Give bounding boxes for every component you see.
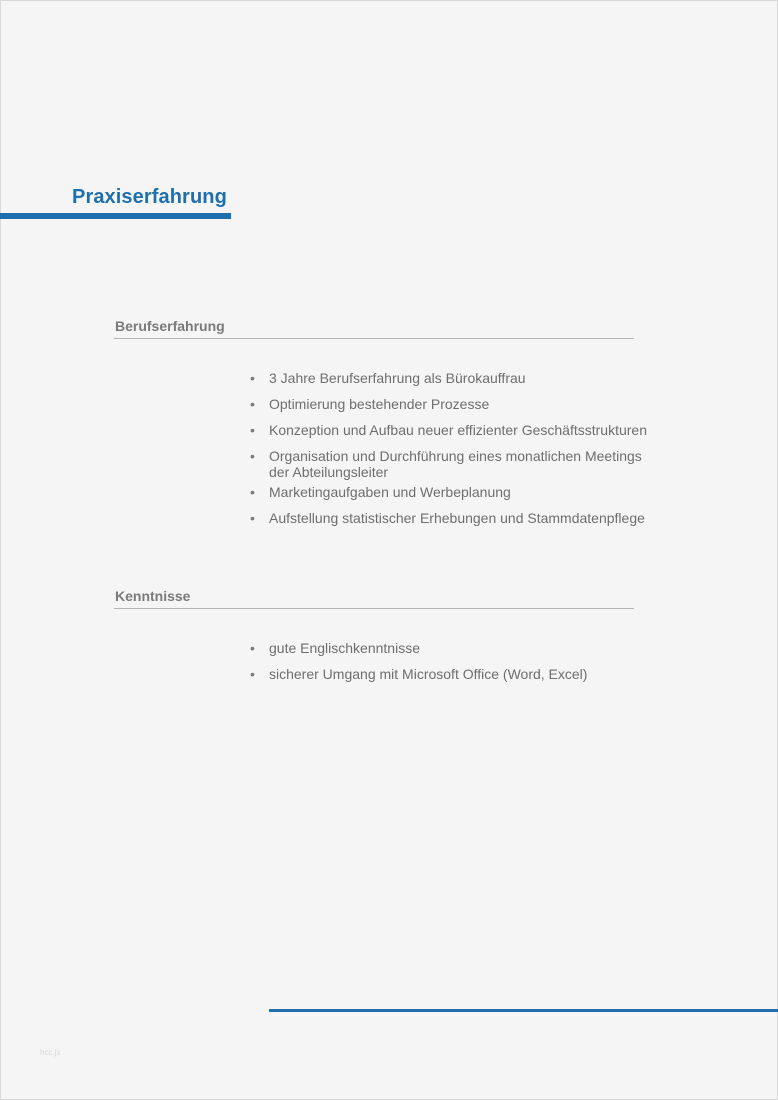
list-item	[250, 448, 647, 480]
section-heading-berufserfahrung: Berufserfahrung	[115, 318, 225, 334]
title-underline	[0, 213, 231, 219]
list-item-text: sicherer Umgang mit Microsoft Office (Word, Excel)	[269, 666, 588, 682]
list-item	[250, 510, 647, 526]
footer-watermark: hcc.jx	[40, 1048, 61, 1057]
list-item	[250, 370, 647, 386]
bullet-icon: •	[250, 510, 255, 526]
list-item	[250, 422, 647, 438]
list-item-text: Marketingaufgaben und Werbeplanung	[269, 484, 511, 500]
bullet-icon: •	[250, 666, 255, 682]
list-item	[250, 484, 647, 500]
list-item-text-continuation: der Abteilungsleiter	[269, 464, 389, 480]
bullet-icon: •	[250, 448, 255, 464]
section-heading-kenntnisse: Kenntnisse	[115, 588, 191, 604]
bullet-icon: •	[250, 370, 255, 386]
list-item	[250, 666, 587, 682]
bullet-list-kenntnisse	[250, 640, 587, 682]
bottom-accent-rule	[269, 1009, 778, 1012]
section-rule	[114, 608, 634, 609]
list-item-text: Aufstellung statistischer Erhebungen und Stammdatenpflege	[269, 510, 645, 526]
list-item	[250, 640, 587, 656]
list-item-text: Optimierung bestehender Prozesse	[269, 396, 490, 412]
bullet-icon: •	[250, 484, 255, 500]
page-title: Praxiserfahrung	[72, 186, 227, 208]
bullet-list-berufserfahrung	[250, 370, 647, 526]
list-item-text: gute Englischkenntnisse	[269, 640, 420, 656]
bullet-icon: •	[250, 640, 255, 656]
section-rule	[114, 338, 634, 339]
list-item-text: Organisation und Durchführung eines monatlichen Meetings	[269, 448, 642, 464]
bullet-icon: •	[250, 422, 255, 438]
list-item-text: Konzeption und Aufbau neuer effizienter Geschäftsstrukturen	[269, 422, 647, 438]
bullet-icon: •	[250, 396, 255, 412]
list-item	[250, 396, 647, 412]
list-item-text: 3 Jahre Berufserfahrung als Bürokauffrau	[269, 370, 526, 386]
